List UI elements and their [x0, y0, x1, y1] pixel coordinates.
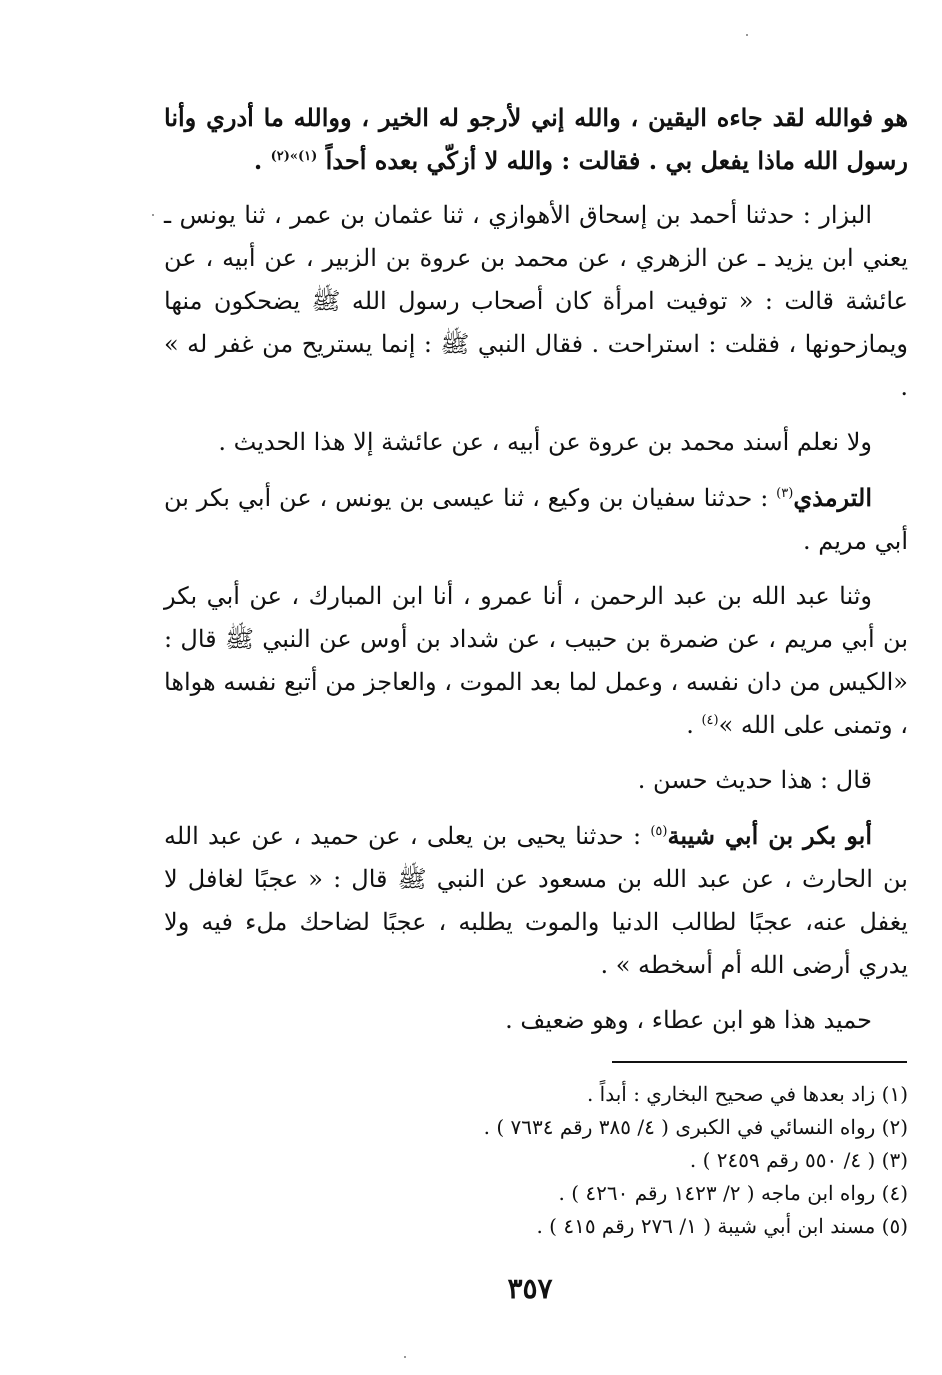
footnote-4: (٤) رواه ابن ماجه ( ٢/ ١٤٢٣ رقم ٤٢٦٠ ) . [558, 1181, 908, 1205]
footnote-ref-3: (٣) [776, 486, 794, 501]
paragraph-2-text: البزار : حدثنا أحمد بن إسحاق الأهوازي ، ثنا عثمان بن عمر ، ثنا يونس ـ يعني ابن يزيد ـ عن الزهري ، عن محمد بن عروة بن الزبير ، عن أبيه ، عن عائشة قالت : « توفيت امرأة كان أصحاب رسول الله ﷺ يضحكون منها ويمازحونها ، فقلت : استراحت . فقال النبي ﷺ : إنما يستريح من غفر له » . [164, 201, 908, 401]
paragraph-5 [164, 575, 908, 747]
paragraph-7-author: أبو بكر بن أبي شيبة [667, 821, 872, 850]
paragraph-5-tail: . [686, 711, 702, 739]
main-text [164, 96, 908, 1054]
paragraph-1 [164, 96, 908, 182]
paragraph-4-author: الترمذي [793, 483, 873, 512]
paragraph-3 [164, 421, 908, 464]
scan-speck [152, 214, 154, 216]
paragraph-2 [164, 194, 908, 409]
footnote-5: (٥) مسند ابن أبي شيبة ( ١/ ٢٧٦ رقم ٤١٥ ) . [536, 1214, 908, 1238]
paragraph-3-text: ولا نعلم أسند محمد بن عروة عن أبيه ، عن عائشة إلا هذا الحديث . [218, 428, 872, 456]
paragraph-5-text: وثنا عبد الله بن عبد الرحمن ، أنا عمرو ، أنا ابن المبارك ، عن أبي بكر بن أبي مريم ، عن ضمرة بن حبيب ، عن شداد بن أوس عن النبي ﷺ قال : «الكيس من دان نفسه ، وعمل لما بعد الموت ، والعاجز من أتبع نفسه هواها ، وتمنى على الله » [164, 582, 908, 739]
scan-speck [404, 1356, 406, 1358]
footnote-1: (١) زاد بعدها في صحيح البخاري : أبداً . [586, 1082, 908, 1106]
paragraph-4-tail: : حدثنا سفيان بن وكيع ، ثنا عيسى بن يونس ، عن أبي بكر بن أبي مريم . [164, 484, 908, 555]
footnotes [300, 1078, 908, 1243]
footnote-3: (٣) ( ٤/ ٥٥٠ رقم ٢٤٥٩ ) . [689, 1148, 908, 1172]
paragraph-7 [164, 814, 908, 987]
footnote-ref-5: (٥) [650, 824, 668, 839]
footnote-separator [612, 1061, 907, 1063]
paragraph-6 [164, 759, 908, 802]
paragraph-8 [164, 999, 908, 1042]
footnote-ref-4: (٤) [701, 713, 719, 728]
paragraph-6-text: قال : هذا حديث حسن . [637, 766, 872, 794]
footnote-ref-1-2: (١)»(٢) [270, 149, 318, 164]
page-number: ٣٥٧ [507, 1272, 553, 1305]
scan-speck [746, 34, 748, 36]
paragraph-1-tail: . [253, 146, 271, 175]
paragraph-4 [164, 476, 908, 563]
paragraph-7-tail: : حدثنا يحيى بن يعلى ، عن حميد ، عن عبد الله بن الحارث ، عن عبد الله بن مسعود عن النبي ﷺ قال : « عجبًا لغافل لا يغفل عنه، عجبًا لطالب الدنيا والموت يطلبه ، عجبًا لضاحك ملء فيه ولا يدري أرضى الله أم أسخطه » . [164, 822, 908, 979]
footnote-2: (٢) رواه النسائي في الكبرى ( ٤/ ٣٨٥ رقم ٧٦٣٤ ) . [483, 1115, 908, 1139]
paragraph-1-text: هو فوالله لقد جاءه اليقين ، والله إني لأرجو له الخير ، ووالله ما أدري وأنا رسول الله ماذا يفعل بي . فقالت : والله لا أزكّي بعده أحداً [164, 103, 908, 175]
paragraph-8-text: حميد هذا هو ابن عطاء ، وهو ضعيف . [505, 1006, 872, 1034]
